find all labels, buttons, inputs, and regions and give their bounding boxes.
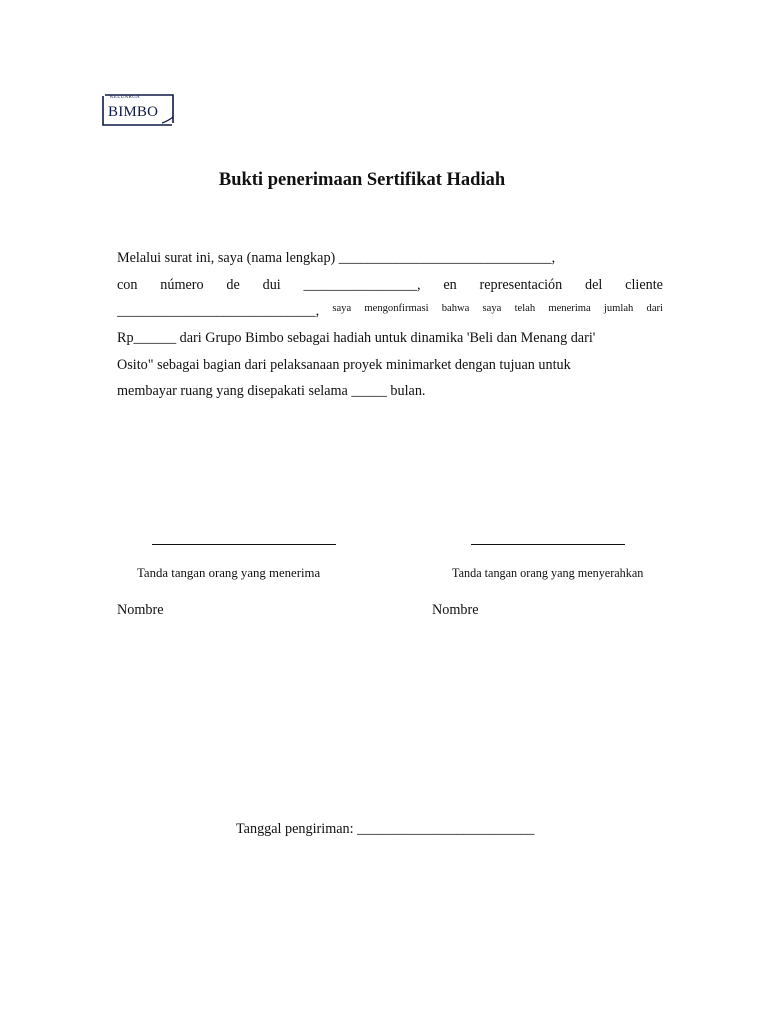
receiver-signature-line [152, 544, 336, 545]
word: telah [514, 303, 536, 314]
word: saya [482, 303, 502, 314]
word: mengonfirmasi [364, 303, 429, 314]
word: representación [479, 277, 563, 293]
giver-signature-line [471, 544, 625, 545]
giver-name-label: Nombre [432, 602, 479, 618]
word: en [443, 277, 457, 293]
word: jumlah [603, 303, 634, 314]
word: dari [646, 303, 663, 314]
logo-wordmark: BIMBO [108, 104, 159, 120]
logo-subtitle: KELUARGA [110, 95, 140, 100]
bimbo-logo [102, 93, 174, 126]
client-blank: ____________________________, [117, 303, 320, 319]
body-line-3 [117, 303, 663, 320]
body-line-5: Osito" sebagai bagian dari pelaksanaan proyek minimarket dengan tujuan untuk [117, 357, 571, 373]
giver-signature-caption: Tanda tangan orang yang menyerahkan [452, 566, 644, 580]
body-line-2 [117, 277, 663, 294]
word: con [117, 277, 138, 293]
receiver-name-label: Nombre [117, 602, 164, 618]
delivery-date-field: Tanggal pengiriman: _________________________ [236, 821, 535, 837]
word: saya [332, 303, 352, 314]
body-line-6: membayar ruang yang disepakati selama _____ bulan. [117, 383, 426, 399]
word: menerima [548, 303, 591, 314]
document-title: Bukti penerimaan Sertifikat Hadiah [218, 170, 506, 190]
word: de [226, 277, 240, 293]
body-line-4: Rp______ dari Grupo Bimbo sebagai hadiah untuk dinamika 'Beli dan Menang dari' [117, 330, 596, 346]
word: número [160, 277, 204, 293]
word: dui [262, 277, 281, 293]
dui-blank: ________________, [303, 277, 421, 293]
receiver-signature-caption: Tanda tangan orang yang menerima [137, 566, 321, 580]
word: bahwa [441, 303, 470, 314]
word: cliente [625, 277, 663, 293]
body-line-1: Melalui surat ini, saya (nama lengkap) ______________________________, [117, 250, 556, 266]
word: del [585, 277, 603, 293]
